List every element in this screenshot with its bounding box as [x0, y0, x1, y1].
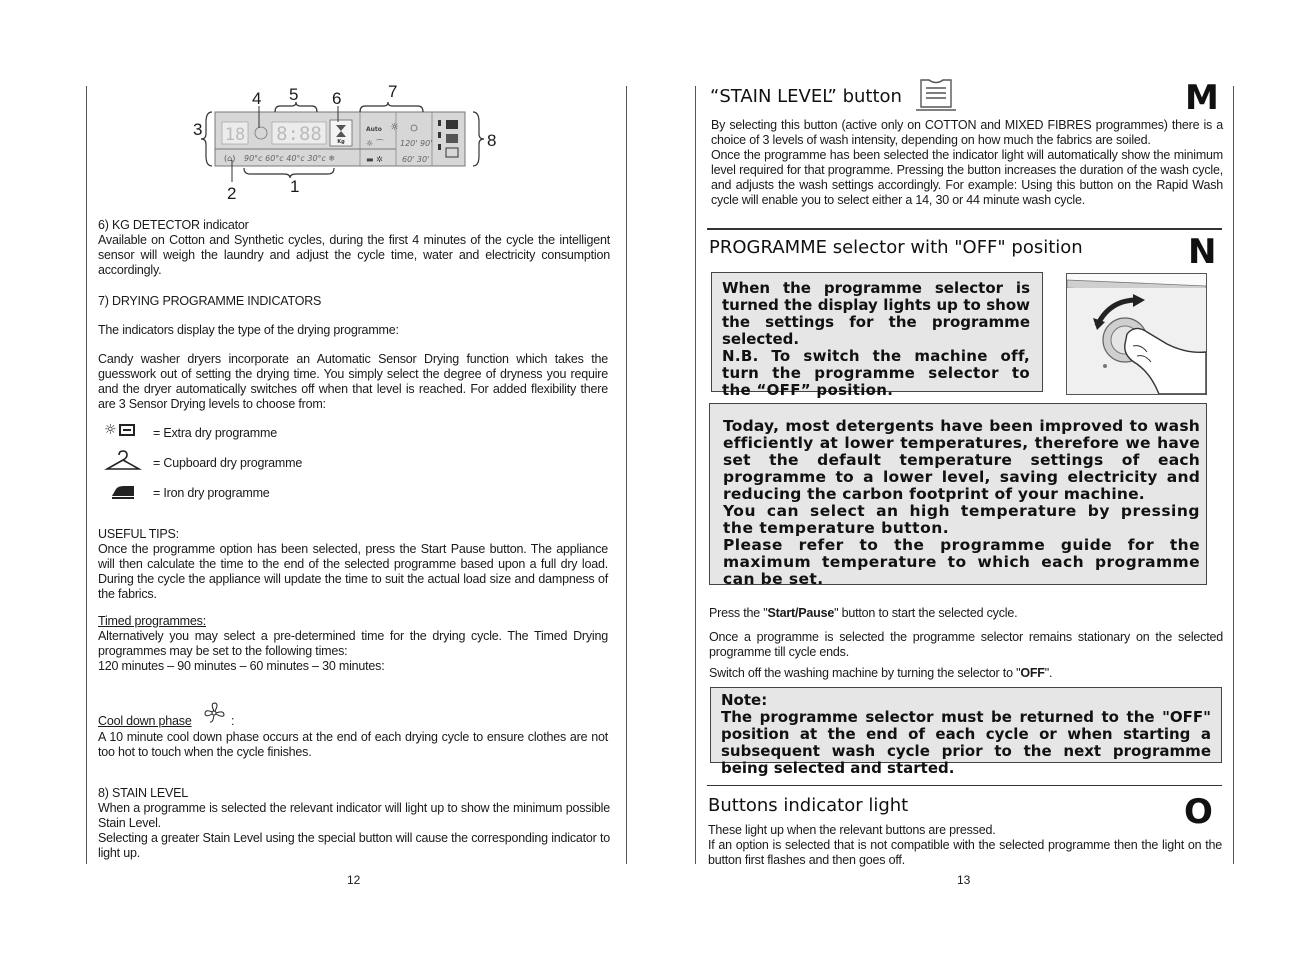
stain-level-button-heading: “STAIN LEVEL” button: [710, 86, 902, 107]
callout-5: 5: [289, 85, 299, 104]
section-letter-m: M: [1185, 78, 1219, 118]
programme-selector-heading: PROGRAMME selector with "OFF" position: [709, 237, 1083, 258]
dry-level-iron: [104, 480, 270, 506]
kg-detector-section: [98, 218, 610, 278]
timed-text: Alternatively you may select a pre-determined time for the drying cycle. The Timed Drying programmes may be set to the following times:: [98, 629, 608, 658]
n-box-text-2: N.B. To switch the machine off, turn the programme selector to the “OFF” position.: [722, 347, 1030, 399]
hanger-icon: [104, 450, 144, 476]
programme-selector-box: [711, 272, 1043, 399]
drying-heading: 7) DRYING PROGRAMME INDICATORS: [98, 294, 322, 308]
useful-tips-text: Once the programme option has been selected, press the Start Pause button. The appliance will then calculate the time to the end of the selected programme based upon a full dry load. During the cycle the appliance will update the time to suit the actual load size and dampness of the fabrics.: [98, 542, 608, 601]
svg-text:☼: ☼: [390, 122, 399, 133]
right-page-rule-left: [695, 86, 696, 864]
divider-o: [707, 785, 1222, 786]
n-box-text-1: When the programme selector is turned the display lights up to show the settings for the programme selected.: [722, 279, 1030, 348]
useful-tips-section: [98, 527, 608, 602]
m-text-2: Once the programme has been selected the indicator light will automatically show the minimum level required for that programme. Pressing the button increases the duration of the wash cycle, and adjusts the wash settings accordingly. For example: Using this button on the Rapid Wash cycle will enable you to select either a 14, 30 or 44 minute wash cycle.: [711, 148, 1223, 207]
callout-3: 3: [193, 120, 203, 139]
svg-text:Kg: Kg: [337, 139, 345, 145]
svg-text:▬ ✲: ▬ ✲: [366, 155, 383, 164]
note-box: [710, 687, 1222, 777]
svg-text:90°c 60°c 40°c 30°c ❄: 90°c 60°c 40°c 30°c ❄: [244, 154, 336, 163]
stain-level-section: [98, 786, 610, 861]
m-text-1: By selecting this button (active only on COTTON and MIXED FIBRES programmes) there is a choice of 3 levels of wash intensity, depending on how much the fabrics are soiled.: [711, 118, 1223, 147]
section-letter-n: N: [1188, 232, 1217, 272]
dry-level-cupboard: [104, 450, 302, 476]
switch-off-text: [709, 666, 1223, 681]
press-start-post: " button to start the selected cycle.: [834, 606, 1018, 620]
extra-dry-icon: [104, 420, 144, 446]
useful-tips-heading: USEFUL TIPS:: [98, 527, 179, 541]
callout-4: 4: [252, 89, 262, 108]
o-text-1: These light up when the relevant buttons are pressed.: [708, 823, 996, 837]
svg-text:☼ ⌒: ☼ ⌒: [366, 139, 384, 148]
svg-text:120' 90': 120' 90': [400, 139, 433, 148]
cool-down-text: A 10 minute cool down phase occurs at the end of each drying cycle to ensure clothes are not too hot to touch when the cycle finishes.: [98, 730, 608, 759]
press-start-text: [709, 606, 1223, 621]
note-title: Note:: [721, 691, 768, 709]
svg-text:60' 30': 60' 30': [402, 155, 430, 164]
stain-level-text-1: When a programme is selected the relevant indicator will light up to show the minimum possible Stain Level.: [98, 801, 610, 830]
temperature-info-1: Today, most detergents have been improved to wash efficiently at lower temperatures, therefore we have set the default temperature settings of each programme to a lower level, saving electricity and reducing the carbon footprint of your machine.: [723, 417, 1200, 503]
buttons-indicator-heading: Buttons indicator light: [708, 795, 909, 816]
svg-text:☼: ☼: [104, 422, 117, 438]
cool-down-heading: Cool down phase: [98, 714, 192, 728]
temperature-info-box: [709, 403, 1207, 588]
main-digit-text: 8:88: [276, 123, 322, 145]
buttons-indicator-text: [708, 823, 1222, 868]
timed-section: [98, 614, 608, 674]
dry-level-extra: [104, 420, 277, 446]
switch-off-bold: OFF: [1020, 666, 1045, 680]
divider-n: [707, 228, 1222, 230]
extra-dry-label: = Extra dry programme: [153, 425, 277, 440]
stain-level-button-text: [711, 118, 1223, 208]
o-text-2: If an option is selected that is not compatible with the selected programme then the light on the button first flashes and then goes off.: [708, 838, 1222, 867]
callout-8: 8: [487, 131, 497, 150]
callout-7: 7: [388, 82, 398, 101]
stain-level-text-2: Selecting a greater Stain Level using the special button will cause the corresponding indicator to light up.: [98, 831, 610, 860]
fan-icon: [201, 702, 227, 729]
drying-intro: The indicators display the type of the drying programme:: [98, 323, 399, 337]
timed-heading: Timed programmes:: [98, 614, 206, 628]
left-page-rule-right: [626, 86, 627, 864]
temperature-info-3: Please refer to the programme guide for the maximum temperature to which each programme can be set.: [723, 536, 1200, 588]
page-number-right: 13: [957, 873, 971, 887]
hand-turning-knob-svg: [1067, 274, 1206, 394]
cool-down-colon: :: [231, 714, 235, 728]
press-start-pre: Press the ": [709, 606, 768, 620]
iron-dry-label: = Iron dry programme: [153, 485, 270, 500]
right-page-rule-right: [1233, 86, 1234, 864]
left-page-rule-left: [86, 86, 87, 864]
small-digit-text: 18: [224, 125, 246, 145]
once-programme-text: Once a programme is selected the programme selector remains stationary on the selected programme till cycle ends.: [709, 630, 1223, 659]
press-start-bold: Start/Pause: [767, 606, 835, 620]
timed-times: 120 minutes – 90 minutes – 60 minutes – 30 minutes:: [98, 659, 385, 673]
stain-button-icon: [915, 77, 957, 116]
stain-level-heading: 8) STAIN LEVEL: [98, 786, 189, 800]
kg-detector-heading: 6) KG DETECTOR indicator: [98, 218, 249, 232]
callout-1: 1: [290, 177, 300, 196]
cupboard-dry-label: = Cupboard dry programme: [153, 455, 303, 470]
callout-2: 2: [227, 184, 237, 203]
switch-off-pre: Switch off the washing machine by turning the selector to ": [709, 666, 1021, 680]
switch-off-post: ".: [1044, 666, 1053, 680]
selector-knob-illustration: [1066, 273, 1207, 395]
note-text: The programme selector must be returned to the "OFF" position at the end of each cycle or when starting a subsequent wash cycle prior to the next programme being selected and started.: [721, 708, 1211, 777]
temperature-info-2: You can select an high temperature by pressing the temperature button.: [723, 502, 1200, 537]
svg-text:(⌂): (⌂): [224, 154, 236, 163]
drying-text: Candy washer dryers incorporate an Automatic Sensor Drying function which takes the guesswork out of setting the drying time. You simply select the degree of dryness you require and the dryer automatically switches off when that level is reached. For added flexibility there are 3 Sensor Drying levels to choose from:: [98, 352, 608, 411]
iron-icon: [104, 480, 144, 506]
svg-text:Auto: Auto: [366, 126, 382, 133]
cool-down-heading-row: [98, 714, 192, 729]
page-number-left: 12: [347, 873, 361, 887]
callout-6: 6: [332, 89, 342, 108]
section-letter-o: O: [1184, 792, 1213, 832]
kg-detector-text: Available on Cotton and Synthetic cycles, during the first 4 minutes of the cycle the intelligent sensor will weigh the laundry and adjust the cycle time, water and electricity consumption accordingly.: [98, 233, 610, 277]
